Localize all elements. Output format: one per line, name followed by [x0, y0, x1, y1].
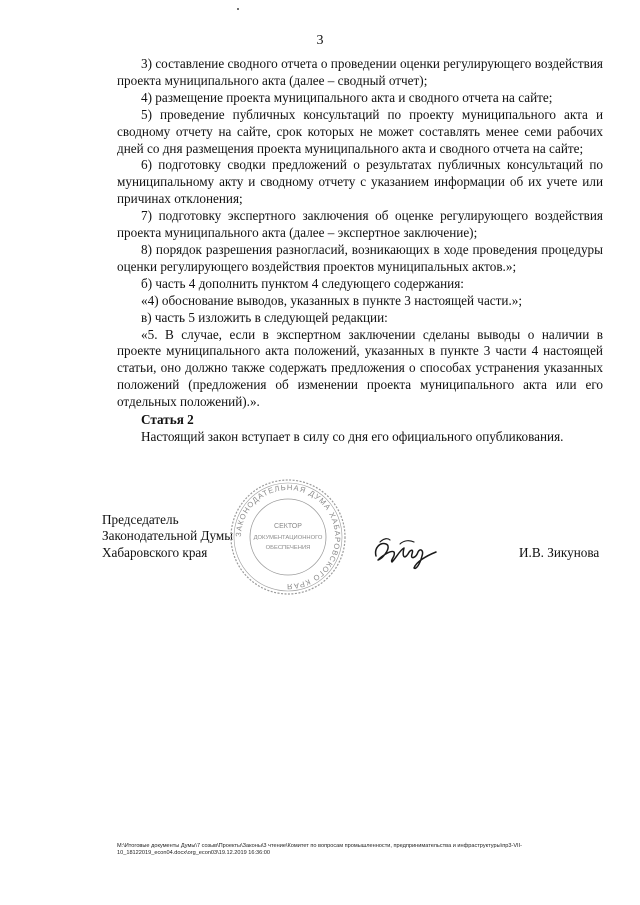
scan-speck: [237, 8, 239, 10]
amendment-text: [117, 56, 603, 411]
document-file-path: M:\Итоговые документы Думы\7 созыв\Проекты\Законы\3 чтение\Комитет по вопросам промышленности, предпринимательства и инфраструктуры\пр3-VII-10_18122019_econ04.docx\org_econ03\19.12.2019 16:36:00: [117, 843, 523, 857]
handwritten-signature-icon: [370, 528, 442, 574]
seal-center-line: СЕКТОР: [274, 523, 302, 530]
signer-title: [102, 512, 233, 561]
paragraph-item-5: 5) проведение публичных консультаций по проекту муниципального акта и сводному отчету на сайте, срок которых не может составлять менее семи рабочих дней со дня размещения проекта муниципального акта и сводного отчета на сайте;: [117, 106, 603, 156]
signer-title-line: Хабаровского края: [102, 544, 208, 560]
page-number: 3: [316, 33, 324, 48]
article-text: Настоящий закон вступает в силу со дня его официального опубликования.: [141, 428, 564, 444]
signer-name: И.В. Зикунова: [519, 545, 600, 560]
seal-center-line: ОБЕСПЕЧЕНИЯ: [265, 545, 311, 551]
signer-title-line: Председатель: [102, 512, 179, 527]
paragraph-part-4-amendment: б) часть 4 дополнить пунктом 4 следующего содержания:: [141, 275, 464, 291]
paragraph-item-6: 6) подготовку сводки предложений о результатах публичных консультаций по муниципальному акту и сводному отчету с указанием информации об их учете или причинах отклонения;: [117, 157, 603, 207]
signer-title-line: Законодательной Думы: [102, 528, 234, 544]
article-2: [117, 412, 603, 446]
paragraph-item-7: 7) подготовку экспертного заключения об оценке регулирующего воздействия проекта муниципального акта (далее – экспертное заключение);: [117, 208, 603, 241]
paragraph-part-5-text: «5. В случае, если в экспертном заключении сделаны выводы о наличии в проекте муниципального акта положений, указанных в пункте 3 части 4 настоящей статьи, оно должно также содержать предложения о способах устранения указанных положений (предложения об изменении проекта муниципального акта или его отдельных положений).».: [117, 326, 603, 410]
paragraph-item-3: 3) составление сводного отчета о проведении оценки регулирующего воздействия проекта муниципального акта (далее – сводный отчет);: [117, 56, 603, 88]
paragraph-item-4: 4) размещение проекта муниципального акта и сводного отчета на сайте;: [141, 89, 553, 105]
paragraph-item-8: 8) порядок разрешения разногласий, возникающих в ходе проведения процедуры оценки регулирующего воздействия проектов муниципальных актов.»;: [117, 241, 603, 274]
paragraph-part-4-item-4: «4) обоснование выводов, указанных в пункте 3 настоящей части.»;: [141, 292, 523, 308]
article-heading: Статья 2: [141, 412, 194, 427]
seal-ring-text: ЗАКОНОДАТЕЛЬНАЯ ДУМА ХАБАРОВСКОГО КРАЯ: [233, 482, 343, 592]
official-seal-icon: [229, 478, 347, 596]
paragraph-part-5-amendment: в) часть 5 изложить в следующей редакции:: [141, 309, 388, 325]
seal-center-line: ДОКУМЕНТАЦИОННОГО: [253, 535, 323, 541]
